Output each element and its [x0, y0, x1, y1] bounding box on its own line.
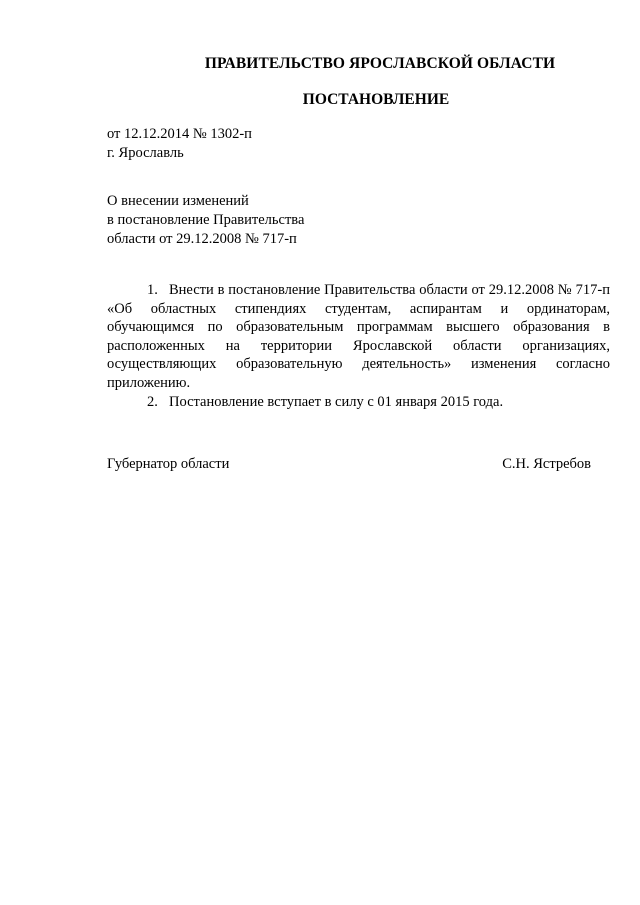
document-type-title: ПОСТАНОВЛЕНИЕ — [302, 91, 450, 108]
document-body — [107, 281, 610, 411]
subject-line: области от 29.12.2008 № 717-п — [107, 231, 297, 247]
government-title: ПРАВИТЕЛЬСТВО ЯРОСЛАВСКОЙ ОБЛАСТИ — [204, 55, 556, 72]
subject-line: в постановление Правительства — [107, 212, 305, 228]
paragraph-text: Постановление вступает в силу с 01 января 2015 года. — [169, 393, 504, 410]
signature-block — [107, 456, 591, 473]
paragraph-1 — [107, 281, 610, 393]
paragraph-number: 2. — [147, 393, 158, 410]
subject-line: О внесении изменений — [107, 193, 249, 209]
paragraph-2 — [107, 393, 610, 412]
date-number: от 12.12.2014 № 1302-п — [107, 126, 252, 142]
signatory-position: Губернатор области — [107, 456, 230, 472]
city: г. Ярославль — [107, 145, 184, 161]
document-meta — [107, 125, 252, 163]
paragraph-text: Внести в постановление Правительства области от 29.12.2008 № 717-п «Об областных стипендиях студентам, аспирантам и ординаторам, обучающимся по образовательным программам высшего образования в расположенных на территории Ярославской области организациях, осуществляющих образовательную деятельность» изменения согласно приложению. — [107, 282, 610, 391]
paragraph-number: 1. — [147, 282, 158, 298]
signatory-name: С.Н. Ястребов — [502, 456, 591, 472]
document-subject — [107, 192, 304, 249]
